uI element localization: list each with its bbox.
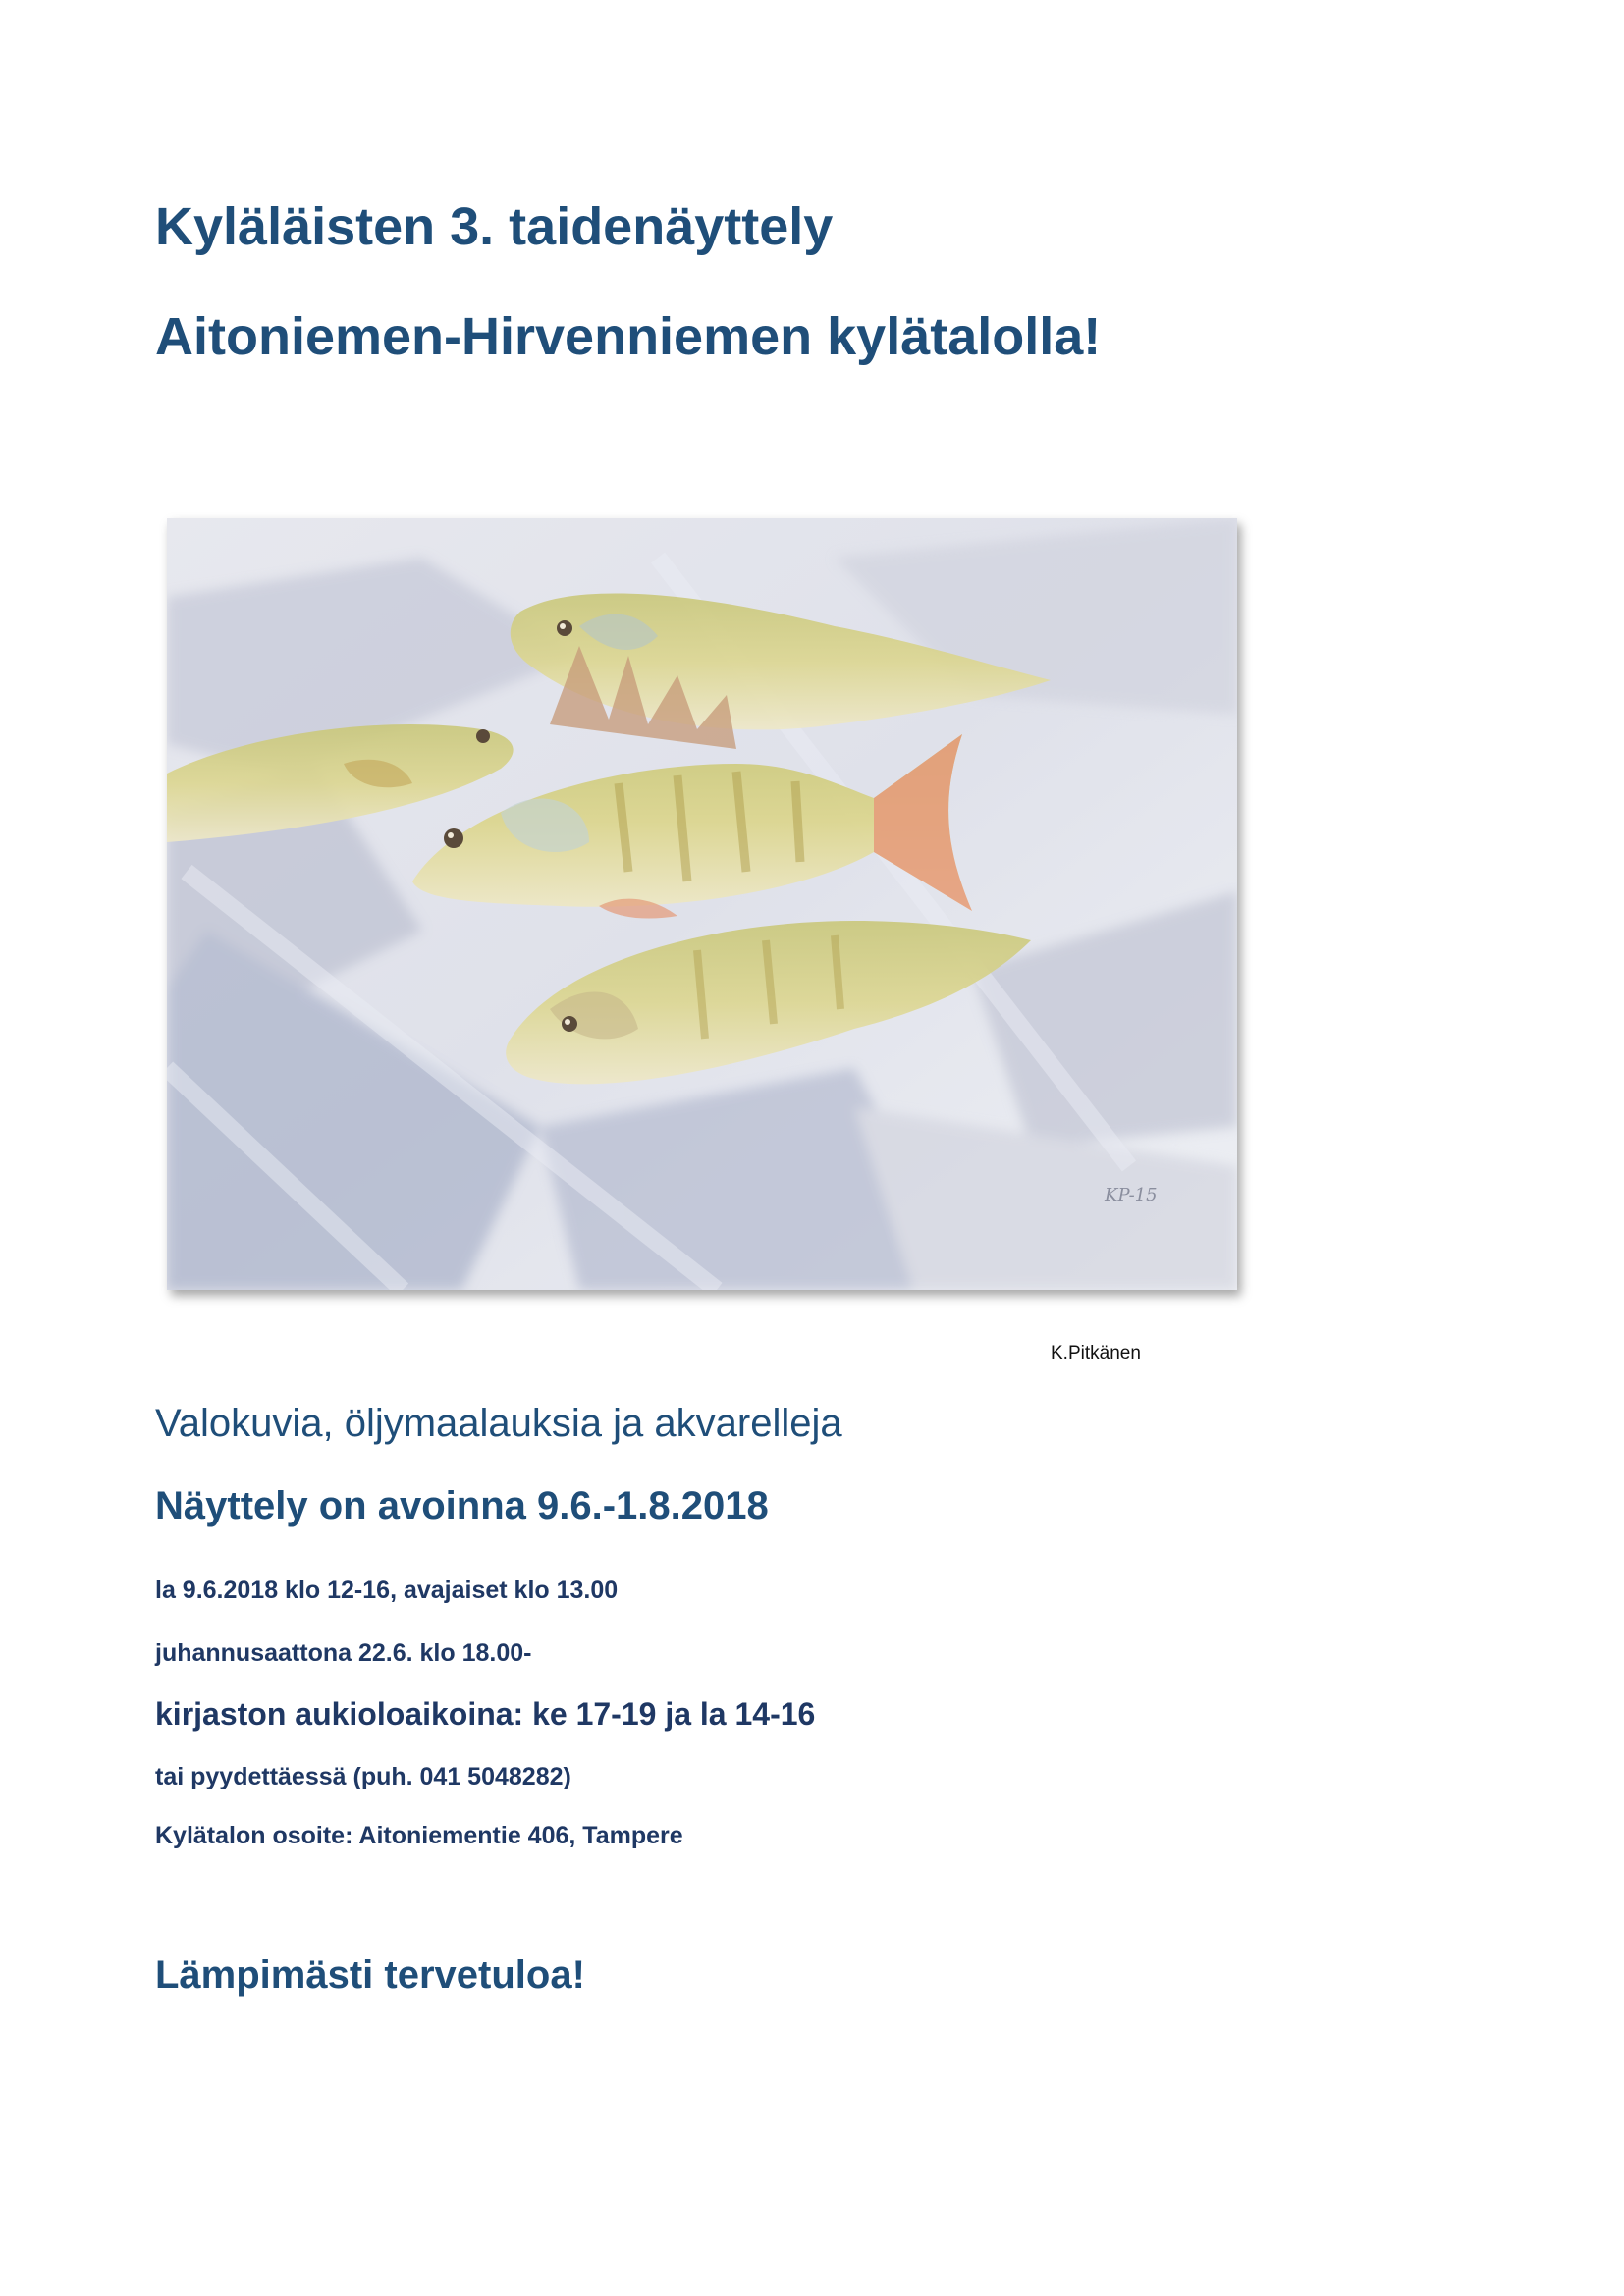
poster-title-line1: Kyläläisten 3. taidenäyttely <box>155 197 834 256</box>
artist-credit: K.Pitkänen <box>1051 1343 1141 1363</box>
venue-address: Kylätalon osoite: Aitoniementie 406, Tampere <box>155 1822 683 1849</box>
media-line: Valokuvia, öljymaalauksia ja akvarelleja <box>155 1402 842 1445</box>
exhibition-dates: Näyttely on avoinna 9.6.-1.8.2018 <box>155 1484 769 1527</box>
schedule-on-request: tai pyydettäessä (puh. 041 5048282) <box>155 1763 571 1790</box>
schedule-midsummer: juhannusaattona 22.6. klo 18.00- <box>155 1639 532 1667</box>
artist-signature: KP-15 <box>1105 1185 1158 1205</box>
welcome-text: Lämpimästi tervetuloa! <box>155 1953 585 1997</box>
schedule-opening-day: la 9.6.2018 klo 12-16, avajaiset klo 13.00 <box>155 1576 619 1604</box>
perch-painting-image <box>167 518 1237 1290</box>
watercolor-artwork <box>167 518 1237 1290</box>
poster-title-line2: Aitoniemen-Hirvenniemen kylätalolla! <box>155 307 1102 366</box>
schedule-library-hours: kirjaston aukioloaikoina: ke 17-19 ja la 14-16 <box>155 1696 816 1732</box>
